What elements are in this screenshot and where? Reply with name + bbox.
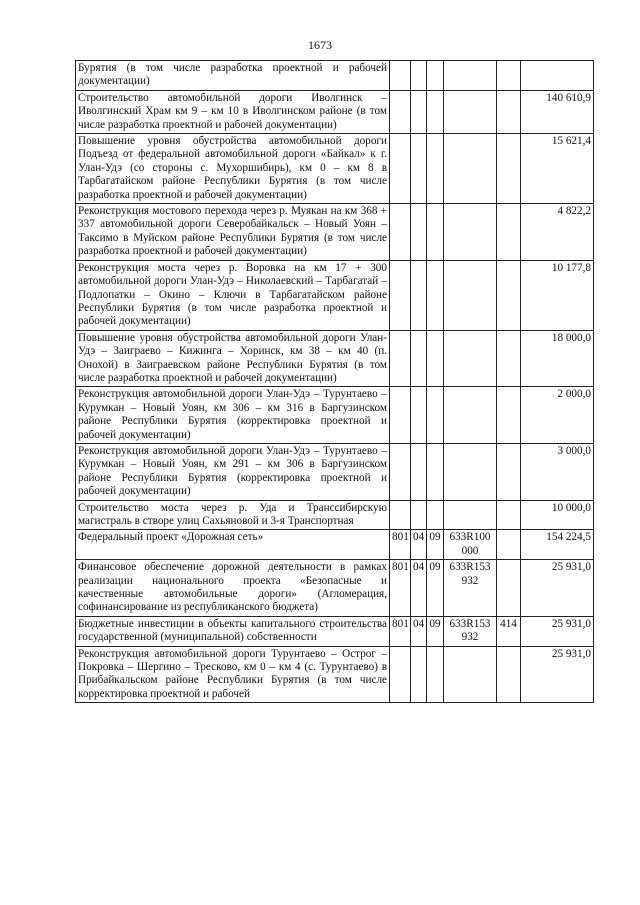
cell-ministry-code [390,134,411,204]
cell-target-code [444,260,497,330]
table-row [76,443,594,500]
cell-section-code [411,387,427,444]
cell-amount: 154 224,5 [521,530,594,560]
cell-section-code [411,646,427,703]
cell-target-code [444,204,497,261]
table-row [76,616,594,646]
cell-target-code [444,330,497,387]
cell-name: Федеральный проект «Дорожная сеть» [76,530,390,560]
cell-name: Строительство автомобильной дороги Иволгинск – Иволгинский Храм км 9 – км 10 в Иволгинском районе (в том числе разработка проектной и рабочей документации) [76,90,390,133]
cell-target-code: 633R153 932 [444,560,497,617]
cell-expense-type-code [497,560,521,617]
cell-expense-type-code [497,330,521,387]
cell-subsection-code [427,90,444,133]
cell-amount: 25 931,0 [521,616,594,646]
cell-amount: 25 931,0 [521,560,594,617]
cell-ministry-code [390,387,411,444]
table-row [76,134,594,204]
cell-name: Строительство моста через р. Уда и Транссибирскую магистраль в створе улиц Сахьяновой и 3-я Транспортная [76,500,390,530]
cell-section-code: 04 [411,530,427,560]
table-row [76,500,594,530]
cell-subsection-code [427,646,444,703]
cell-section-code: 04 [411,560,427,617]
cell-expense-type-code [497,646,521,703]
cell-subsection-code: 09 [427,530,444,560]
table-row [76,560,594,617]
cell-ministry-code [390,330,411,387]
cell-subsection-code [427,330,444,387]
cell-amount: 10 177,8 [521,260,594,330]
cell-subsection-code [427,204,444,261]
cell-section-code [411,330,427,387]
cell-subsection-code [427,61,444,91]
cell-expense-type-code [497,443,521,500]
cell-name: Бюджетные инвестиции в объекты капитального строительства государственной (муниципальной) собственности [76,616,390,646]
cell-name: Реконструкция автомобильной дороги Улан-Удэ – Турунтаево – Курумкан – Новый Уоян, км 306 – км 316 в Баргузинском районе Республики Бурятия (корректировка проектной и рабочей документации) [76,387,390,444]
cell-name: Реконструкция автомобильной дороги Турунтаево – Острог – Покровка – Шергино – Тресково, км 0 – км 4 (с. Турунтаево) в Прибайкальском районе Республики Бурятия (в том числе корректировка проектной и рабочей [76,646,390,703]
cell-expense-type-code [497,387,521,444]
budget-table [75,60,594,703]
cell-section-code [411,443,427,500]
cell-subsection-code [427,443,444,500]
cell-target-code [444,443,497,500]
cell-name: Финансовое обеспечение дорожной деятельности в рамках реализации национального проекта «Безопасные и качественные автомобильные дороги» (Агломерация, софинансирование из республиканского бюджета) [76,560,390,617]
cell-amount: 25 931,0 [521,646,594,703]
cell-target-code [444,90,497,133]
cell-target-code: 633R153 932 [444,616,497,646]
cell-target-code [444,61,497,91]
cell-amount: 4 822,2 [521,204,594,261]
cell-ministry-code [390,443,411,500]
cell-amount [521,61,594,91]
cell-section-code [411,500,427,530]
cell-expense-type-code [497,61,521,91]
page-number: 1673 [308,38,332,52]
cell-section-code [411,61,427,91]
cell-ministry-code [390,260,411,330]
cell-target-code [444,387,497,444]
cell-section-code: 04 [411,616,427,646]
cell-amount: 18 000,0 [521,330,594,387]
cell-section-code [411,134,427,204]
cell-expense-type-code [497,530,521,560]
cell-amount: 10 000,0 [521,500,594,530]
cell-ministry-code [390,646,411,703]
cell-section-code [411,90,427,133]
cell-expense-type-code [497,500,521,530]
cell-section-code [411,260,427,330]
table-row [76,260,594,330]
cell-name: Реконструкция автомобильной дороги Улан-Удэ – Турунтаево – Курумкан – Новый Уоян, км 291 – км 306 в Баргузинском районе Республики Бурятия (корректировка проектной и рабочей документации) [76,443,390,500]
table-row [76,61,594,91]
cell-target-code [444,500,497,530]
table-row [76,646,594,703]
cell-ministry-code [390,204,411,261]
cell-subsection-code [427,500,444,530]
table-row [76,530,594,560]
cell-subsection-code [427,387,444,444]
table-row [76,387,594,444]
table-row [76,204,594,261]
cell-amount: 140 610,9 [521,90,594,133]
cell-ministry-code: 801 [390,616,411,646]
cell-amount: 3 000,0 [521,443,594,500]
table-row [76,90,594,133]
cell-ministry-code [390,500,411,530]
cell-ministry-code [390,61,411,91]
cell-expense-type-code [497,90,521,133]
cell-amount: 15 621,4 [521,134,594,204]
cell-subsection-code [427,134,444,204]
cell-expense-type-code [497,134,521,204]
cell-subsection-code: 09 [427,616,444,646]
cell-subsection-code [427,260,444,330]
cell-ministry-code: 801 [390,560,411,617]
cell-name: Повышение уровня обустройства автомобильной дороги Подъезд от федеральной автомобильной дороги «Байкал» к г. Улан-Удэ (со стороны с. Мухоршибирь), км 0 – км 8 в Тарбагатайском районе Республики Бурятия (в том числе разработка проектной и рабочей документации) [76,134,390,204]
cell-target-code: 633R100 000 [444,530,497,560]
cell-name: Реконструкция моста через р. Воровка на км 17 + 300 автомобильной дороги Улан-Удэ – Николаевский – Тарбагатай – Подлопатки – Окино – Ключи в Тарбагатайском районе Республики Бурятия (в том числе разработка проектной и рабочей документации) [76,260,390,330]
cell-expense-type-code [497,260,521,330]
cell-ministry-code: 801 [390,530,411,560]
cell-section-code [411,204,427,261]
cell-target-code [444,134,497,204]
table-body [76,61,594,703]
cell-subsection-code: 09 [427,560,444,617]
cell-expense-type-code [497,204,521,261]
cell-expense-type-code: 414 [497,616,521,646]
cell-amount: 2 000,0 [521,387,594,444]
table-row [76,330,594,387]
cell-name: Реконструкция мостового перехода через р. Муякан на км 368 + 337 автомобильной дороги Северобайкальск – Новый Уоян – Таксимо в Муйском районе Республики Бурятия (в том числе разработка проектной и рабочей документации) [76,204,390,261]
cell-name: Бурятия (в том числе разработка проектной и рабочей документации) [76,61,390,91]
cell-target-code [444,646,497,703]
cell-name: Повышение уровня обустройства автомобильной дороги Улан-Удэ – Заиграево – Кижинга – Хоринск, км 38 – км 40 (п. Онохой) в Заиграевском районе Республики Бурятия (в том числе разработка проектной и рабочей документации) [76,330,390,387]
cell-ministry-code [390,90,411,133]
